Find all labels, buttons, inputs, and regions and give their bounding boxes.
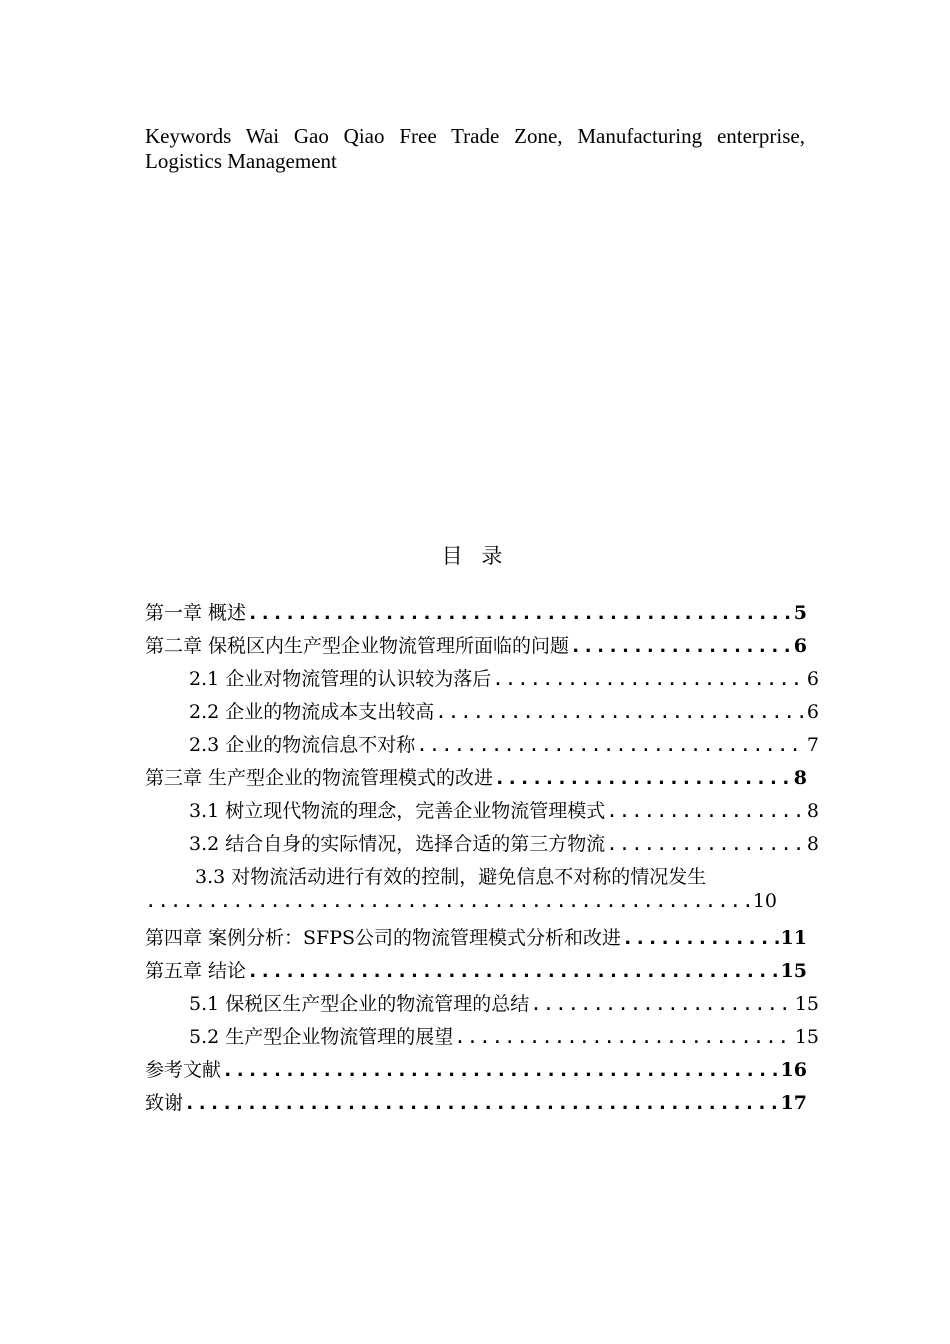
toc-entry-page: 10 [752, 890, 777, 912]
toc-entry-references[interactable] [145, 1055, 807, 1088]
toc-entry-page: 11 [780, 927, 807, 949]
toc-entry-chapter-2[interactable] [145, 631, 807, 664]
toc-entry-label: 第四章 案例分析：SFPS公司的物流管理模式分析和改进 [145, 927, 622, 949]
toc-leader-dots [184, 1092, 780, 1114]
toc-entry-page: 8 [806, 800, 819, 822]
toc-leader-dots [622, 927, 780, 949]
toc-entry-label: 3.2 结合自身的实际情况，选择合适的第三方物流 [189, 833, 606, 855]
table-of-contents [145, 598, 819, 1121]
toc-entry-page: 8 [793, 767, 807, 789]
toc-entry-chapter-4[interactable] [145, 923, 807, 956]
toc-entry-page: 6 [793, 635, 807, 657]
toc-entry-label: 2.2 企业的物流成本支出较高 [189, 701, 435, 723]
toc-entry-page: 8 [806, 833, 819, 855]
toc-entry-section-5-1[interactable] [145, 989, 819, 1022]
toc-entry-page: 5 [793, 602, 807, 624]
toc-entry-acknowledgements[interactable] [145, 1088, 807, 1121]
toc-entry-label: 5.1 保税区生产型企业的物流管理的总结 [189, 993, 530, 1015]
toc-entry-section-2-1[interactable] [145, 664, 819, 697]
toc-entry-section-2-2[interactable] [145, 697, 819, 730]
toc-title: 目 录 [441, 544, 509, 568]
toc-leader-dots [606, 833, 806, 855]
toc-leader-dots [247, 960, 780, 982]
toc-entry-section-5-2[interactable] [145, 1022, 819, 1055]
toc-entry-label: 第三章 生产型企业的物流管理模式的改进 [145, 767, 494, 789]
toc-entry-label: 第二章 保税区内生产型企业物流管理所面临的问题 [145, 635, 570, 657]
toc-entry-label: 2.3 企业的物流信息不对称 [189, 734, 416, 756]
toc-leader-dots [222, 1059, 780, 1081]
toc-entry-section-2-3[interactable] [145, 730, 819, 763]
toc-entry-label: 第一章 概述 [145, 602, 247, 624]
toc-entry-label-line [145, 862, 807, 890]
toc-entry-page: 16 [780, 1059, 807, 1081]
toc-leader-dots [530, 993, 794, 1015]
toc-entry-page: 6 [806, 701, 819, 723]
toc-entry-label: 3.1 树立现代物流的理念，完善企业物流管理模式 [189, 800, 606, 822]
toc-entry-page: 15 [794, 993, 819, 1015]
toc-entry-page: 15 [780, 960, 807, 982]
toc-entry-page: 17 [780, 1092, 807, 1114]
toc-entry-section-3-1[interactable] [145, 796, 819, 829]
keywords-paragraph: Keywords Wai Gao Qiao Free Trade Zone, Manufacturing enterprise, Logistics Management [145, 124, 805, 173]
toc-leader-dots [494, 767, 793, 789]
toc-leader-dots [492, 668, 806, 690]
toc-entry-label: 参考文献 [145, 1059, 222, 1081]
toc-entry-leader-line [145, 890, 777, 923]
toc-entry-label: 3.3 对物流活动进行有效的控制，避免信息不对称的情况发生 [195, 866, 707, 888]
toc-leader-dots [435, 701, 806, 723]
toc-leader-dots [145, 890, 752, 912]
toc-leader-dots [454, 1026, 794, 1048]
toc-leader-dots [247, 602, 793, 624]
toc-leader-dots [416, 734, 806, 756]
toc-leader-dots [606, 800, 806, 822]
toc-entry-page: 7 [806, 734, 819, 756]
toc-entry-page: 6 [806, 668, 819, 690]
toc-entry-section-3-2[interactable] [145, 829, 819, 862]
toc-entry-chapter-3[interactable] [145, 763, 807, 796]
toc-entry-label: 第五章 结论 [145, 960, 247, 982]
toc-entry-section-3-3[interactable] [145, 862, 807, 923]
toc-entry-label: 5.2 生产型企业物流管理的展望 [189, 1026, 454, 1048]
toc-entry-page: 15 [794, 1026, 819, 1048]
toc-entry-chapter-1[interactable] [145, 598, 807, 631]
toc-entry-label: 致谢 [145, 1092, 184, 1114]
toc-leader-dots [570, 635, 793, 657]
toc-entry-label: 2.1 企业对物流管理的认识较为落后 [189, 668, 492, 690]
toc-entry-chapter-5[interactable] [145, 956, 807, 989]
